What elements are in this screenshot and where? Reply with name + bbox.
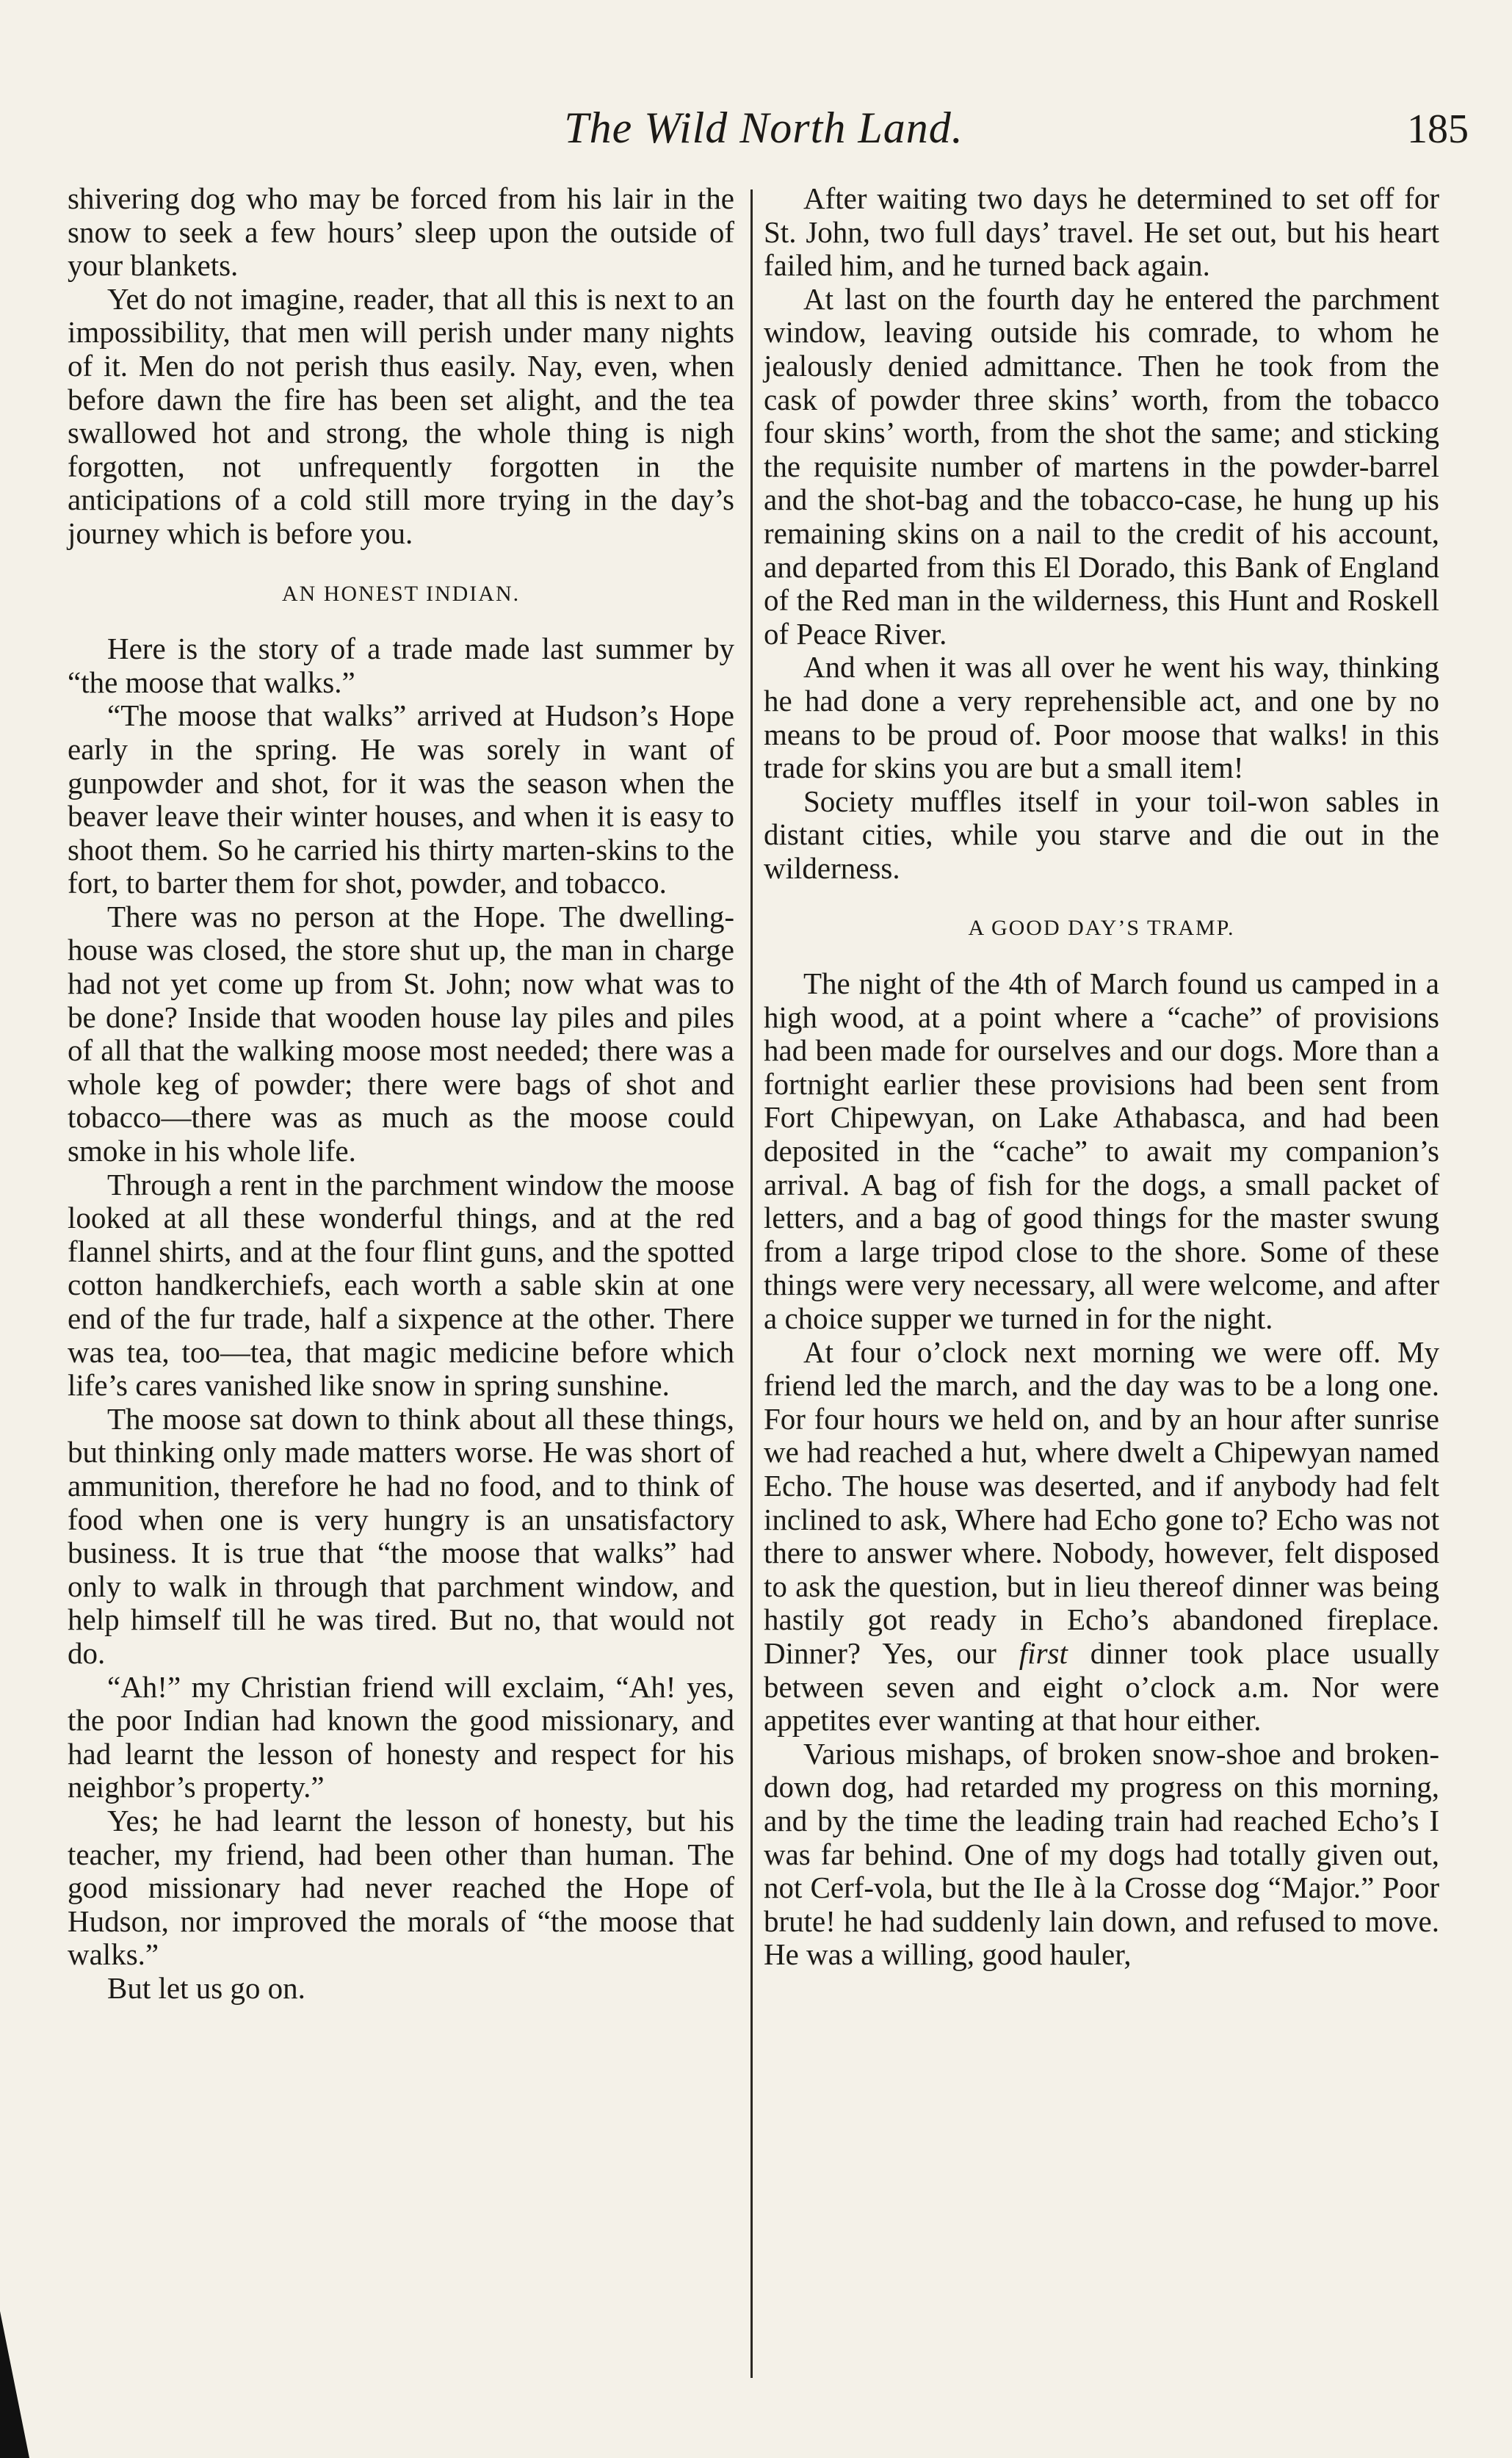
paragraph: “The moose that walks” arrived at Hudson’s Hope early in the spring. He was sorely in want of gunpowder and shot, for it was the season when the beaver leave their winter houses, and when it is easy to shoot them. So he carried his thirty marten-skins to the fort, to barter them for shot, powder, and tobacco. — [68, 698, 734, 900]
right-column — [764, 182, 1439, 1972]
page-number: 185 — [1407, 106, 1469, 152]
paragraph: shivering dog who may be forced from his lair in the snow to seek a few hours’ sleep upon the outside of your blankets. — [68, 181, 734, 283]
paragraph: There was no person at the Hope. The dwelling-house was closed, the store shut up, the man in charge had not yet come up from St. John; now what was to be done? Inside that wooden house lay piles and piles of all that the walking moose most needed; there was a whole keg of powder; there were bags of shot and tobacco—there was as much as the moose could smoke in his whole life. — [68, 899, 734, 1168]
paragraph: At last on the fourth day he entered the parchment window, leaving outside his comrade, to whom he jealously denied admittance. Then he took from the cask of powder three skins’ worth, from the tobacco four skins’ worth, from the shot the same; and sticking the requisite number of martens in the powder-barrel and the shot-bag and the tobacco-case, he hung up his remaining skins on a nail to the credit of his account, and departed from this El Dorado, this Bank of England of the Red man in the wilderness, this Hunt and Roskell of Peace River. — [764, 281, 1439, 651]
paragraph: After waiting two days he determined to set off for St. John, two full days’ travel. He set out, but his heart failed him, and he turned back again. — [764, 181, 1439, 283]
section-heading: A GOOD DAY’S TRAMP. — [968, 916, 1235, 941]
paragraph: The night of the 4th of March found us camped in a high wood, at a point where a “cache” of provisions had been made for ourselves and our dogs. More than a fortnight earlier these provisions had been sent from Fort Chipewyan, on Lake Athabasca, and had been deposited in the “cache” to await my companion’s arrival. A bag of fish for the dogs, a small packet of letters, and a bag of good things for the master swung from a large tripod close to the shore. Some of these things were very necessary, all were welcome, and after a choice supper we turned in for the night. — [764, 966, 1439, 1335]
paragraph: “Ah!” my Christian friend will exclaim, “Ah! yes, the poor Indian had known the good missionary, and had learnt the lesson of honesty and respect for his neighbor’s property.” — [68, 1669, 734, 1804]
paragraph: Society muffles itself in your toil-won sables in distant cities, while you starve and die out in the wilderness. — [764, 784, 1439, 885]
paragraph: Here is the story of a trade made last summer by “the moose that walks.” — [68, 632, 734, 699]
page-header — [59, 103, 1469, 169]
section-heading: AN HONEST INDIAN. — [281, 581, 521, 606]
paragraph: The moose sat down to think about all these things, but thinking only made matters worse. He was short of ammunition, therefore he had no food, and to think of food when one is very hungry is an unsatisfactory business. It is true that “the moose that walks” had only to walk in through that parchment window, and help himself till he was tired. But no, that would not do. — [68, 1401, 734, 1670]
paragraph: Yes; he had learnt the lesson of honesty, but his teacher, my friend, had been other than human. The good missionary had never reached the Hope of Hudson, nor improved the morals of “the moose that walks.” — [68, 1803, 734, 1972]
page-edge-shadow — [0, 2311, 29, 2458]
paragraph-text: dinner took place usually between seven and eight o’clock a.m. Nor were appetites ever wanting at that hour either. — [764, 1635, 1439, 1738]
paragraph: But let us go on. — [107, 1970, 305, 2005]
paragraph-text: At four o’clock next morning we were off. My friend led the march, and the day was to be a long one. For four hours we held on, and by an hour after sunrise we had reached a hut, where dwelt a Chipewyan named Echo. The house was deserted, and if anybody had felt inclined to ask, Where had Echo gone to? Echo was not there to answer where. Nobody, however, felt disposed to ask the question, but in lieu thereof dinner was being hastily got ready in Echo’s abandoned fireplace. Dinner? Yes, our — [764, 1334, 1439, 1670]
paragraph: Various mishaps, of broken snow-shoe and broken-down dog, had retarded my progress on this morning, and by the time the leading train had reached Echo’s I was far behind. One of my dogs had totally given out, not Cerf-vola, but the Ile à la Crosse dog “Major.” Poor brute! he had suddenly lain down, and refused to move. He was a willing, good hauler, — [764, 1736, 1439, 1972]
paragraph: Yet do not imagine, reader, that all this is next to an impossibility, that men will perish under many nights of it. Men do not perish thus easily. Nay, even, when before dawn the fire has been set alight, and the tea swallowed hot and strong, the whole thing is nigh forgotten, not unfrequently forgotten in the anticipations of a cold still more trying in the day’s journey which is before you. — [68, 281, 734, 550]
column-divider — [750, 189, 753, 2378]
emphasis-text: first — [1019, 1635, 1068, 1670]
left-column — [68, 182, 734, 2005]
paragraph: Through a rent in the parchment window the moose looked at all these wonderful things, and at the red flannel shirts, and at the four flint guns, and the spotted cotton handkerchiefs, each worth a sable skin at one end of the fur trade, half a sixpence at the other. There was tea, too—tea, that magic medicine before which life’s cares vanished like snow in spring sunshine. — [68, 1167, 734, 1403]
paragraph: And when it was all over he went his way, thinking he had done a very reprehensible act, and one by no means to be proud of. Poor moose that walks! in this trade for skins you are but a small item! — [764, 650, 1439, 785]
running-title: The Wild North Land. — [564, 104, 963, 152]
paragraph — [764, 1336, 1439, 1738]
